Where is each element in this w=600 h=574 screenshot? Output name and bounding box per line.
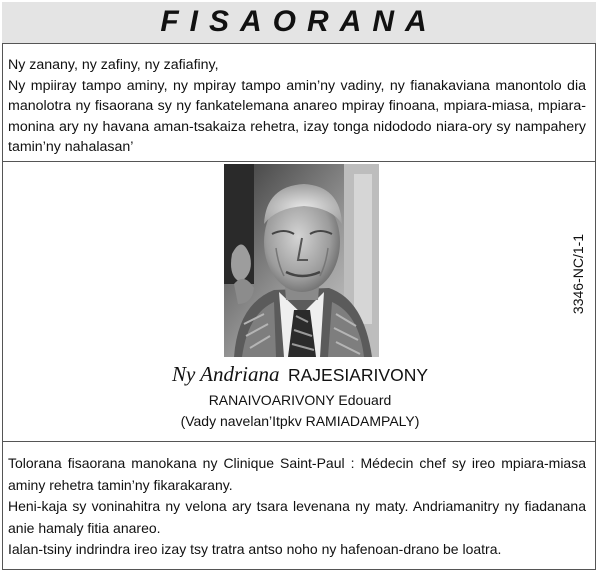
reference-code: 3346-NC/1-1	[570, 233, 586, 315]
header-band	[2, 2, 596, 44]
intro-text	[8, 55, 586, 158]
closing-paragraph-1: Tolorana fisaorana manokana ny Clinique Saint-Paul : Médecin chef sy ireo mpiara-miasa aminy rehetra tamin’ny fikarakarany.	[8, 455, 586, 493]
deceased-full-name: RANAIVOARIVONY Edouard	[208, 392, 392, 408]
intro-paragraph: Ny mpiiray tampo aminy, ny mpiray tampo amin’ny vadiny, ny fianakaviana manontolo dia manolotra ny fisaorana sy ny fankatelemana anareo mpiray finoana, mpiara-miasa, mpiara-monina ary ny havana aman-tsakaiza rehetra, izay tonga nidododo niara-ory sy nampahery tamin’ny nahalasan’	[8, 77, 586, 155]
closing-paragraph-2: Heni-kaja sy voninahitra ny velona ary tsara levenana ny maty. Andriamanitry ny fiadanana anie hamaly fitia anareo.	[8, 498, 586, 536]
divider-bottom	[2, 441, 596, 442]
closing-paragraph-3: Ialan-tsiny indrindra ireo izay tsy tratra antso noho ny hafenoan-drano be loatra.	[8, 541, 502, 557]
intro-line: Ny zanany, ny zafiny, ny zafiafiny,	[8, 57, 219, 73]
page-title: FISAORANA	[160, 5, 438, 38]
name-prefix: Ny Andriana	[171, 362, 280, 386]
divider-top	[2, 161, 596, 162]
closing-text	[8, 453, 586, 561]
portrait-photo	[224, 164, 379, 357]
spouse-note: (Vady navelan’Itpkv RAMIADAMPALY)	[180, 413, 420, 429]
deceased-name	[0, 362, 600, 387]
name-surname: RAJESIARIVONY	[287, 365, 429, 385]
